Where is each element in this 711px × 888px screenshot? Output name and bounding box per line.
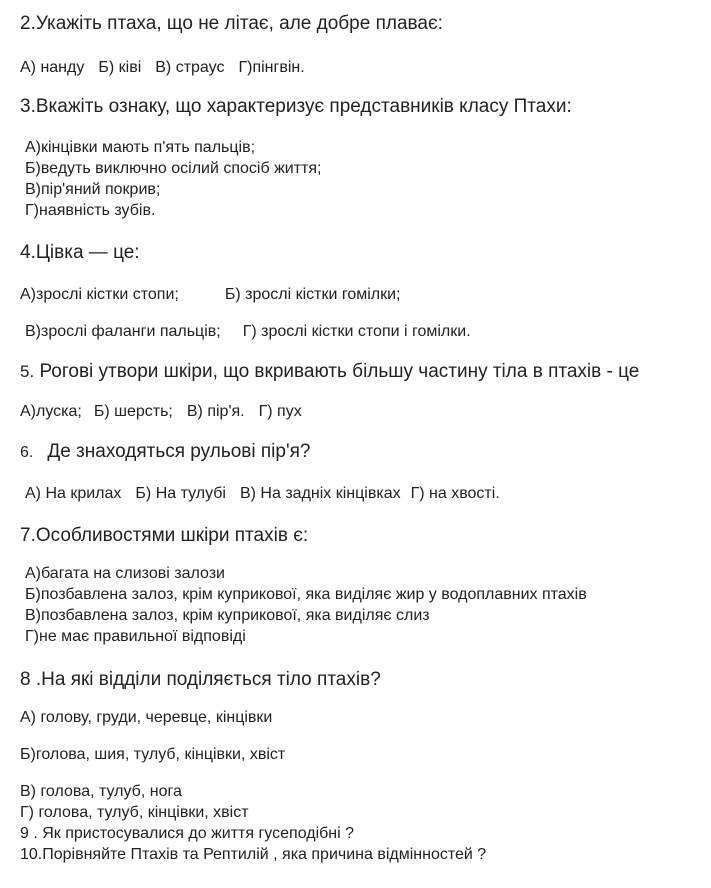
- question-2-options: [20, 58, 305, 78]
- option-a: А) На крилах: [25, 485, 122, 502]
- question-9: 9 . Як пристосувалися до життя гусеподібні ?: [20, 825, 355, 842]
- question-8-option-a: А) голову, груди, черевце, кінцівки: [20, 709, 273, 726]
- option-b: Б) шерсть;: [93, 403, 173, 420]
- question-3-option-a: А)кінцівки мають п'ять пальців;: [25, 139, 256, 156]
- option-c: В)зрослі фаланги пальців;: [25, 323, 221, 340]
- option-b: Б) зрослі кістки гомілки;: [224, 286, 401, 303]
- question-4-options-row-1: [20, 285, 401, 305]
- option-a: А) нанду: [20, 59, 85, 76]
- question-7-option-c: В)позбавлена залоз, крім куприкової, яка виділяє слиз: [25, 607, 430, 624]
- question-3-option-b: Б)ведуть виключно осілий спосіб життя;: [25, 160, 322, 177]
- option-a: А)зрослі кістки стопи;: [20, 286, 179, 303]
- option-d: Г) пух: [258, 403, 302, 420]
- option-b: Б) ківі: [98, 59, 142, 76]
- question-10: 10.Порівняйте Птахів та Рептилій , яка причина відмінностей ?: [20, 846, 487, 863]
- question-7-option-b: Б)позбавлена залоз, крім куприкової, яка виділяє жир у водоплавних птахів: [25, 586, 587, 603]
- question-5-text: Рогові утвори шкіри, що вкривають більшу частину тіла в птахів - це: [39, 361, 640, 382]
- question-5: [20, 360, 639, 384]
- question-3: 3.Вкажіть ознаку, що характеризує представників класу Птахи:: [20, 96, 572, 117]
- question-4-options-row-2: [25, 322, 471, 342]
- question-6: [20, 440, 310, 465]
- option-c: В) На задніх кінцівках: [239, 485, 401, 502]
- option-b: Б) На тулубі: [135, 485, 226, 502]
- option-d: Г) зрослі кістки стопи і гомілки.: [242, 323, 471, 340]
- question-7-option-d: Г)не має правильної відповіді: [25, 628, 246, 645]
- question-6-number: 6.: [20, 444, 34, 461]
- question-5-number: 5.: [20, 362, 35, 381]
- option-c: В) страус: [155, 59, 225, 76]
- question-8-option-b: Б)голова, шия, тулуб, кінцівки, хвіст: [20, 746, 286, 763]
- option-a: А)луска;: [20, 403, 82, 420]
- question-3-option-d: Г)наявність зубів.: [25, 202, 156, 219]
- option-d: Г)пінгвін.: [238, 59, 305, 76]
- question-4: 4.Цівка — це:: [20, 242, 140, 263]
- question-6-options: [25, 484, 500, 504]
- question-3-option-c: В)пір'яний покрив;: [25, 181, 161, 198]
- question-8-option-d: Г) голова, тулуб, кінцівки, хвіст: [20, 804, 249, 821]
- question-2: 2.Укажіть птаха, що не літає, але добре плаває:: [20, 13, 443, 34]
- question-8: 8 .На які відділи поділяється тіло птахів?: [20, 669, 381, 690]
- question-7: 7.Особливостями шкіри птахів є:: [20, 525, 309, 546]
- question-7-option-a: А)багата на слизові залози: [25, 565, 225, 582]
- option-d: Г) на хвості.: [410, 485, 500, 502]
- question-5-options: [20, 402, 302, 422]
- option-c: В) пір'я.: [186, 403, 245, 420]
- question-6-text: Де знаходяться рульові пір'я?: [47, 441, 311, 462]
- question-8-option-c: В) голова, тулуб, нога: [20, 783, 182, 800]
